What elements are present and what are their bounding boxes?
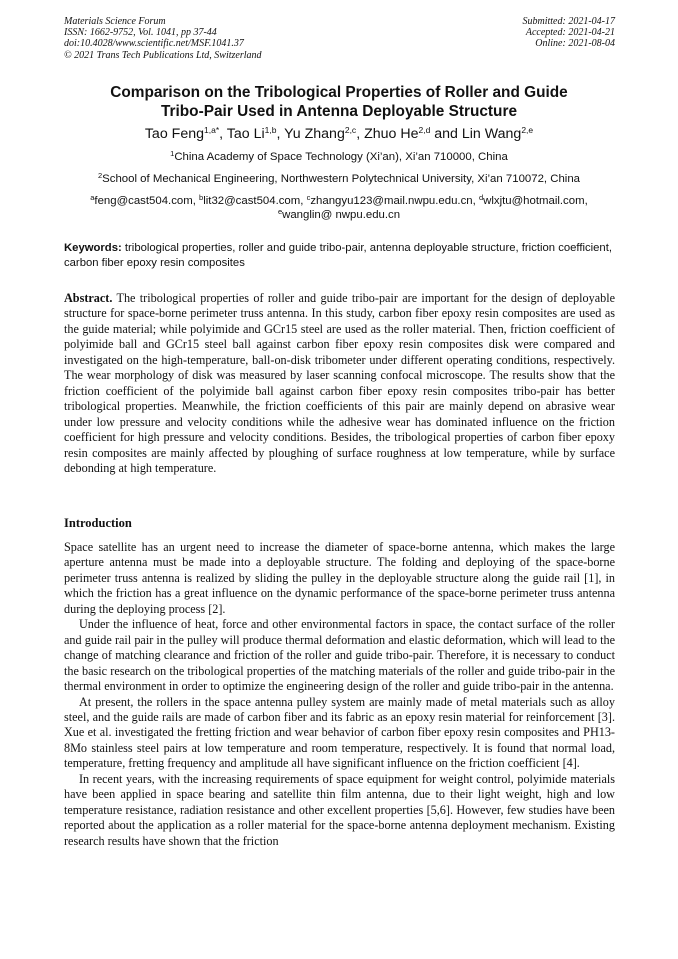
email-address: wlxjtu@hotmail.com, [483,195,588,207]
paragraph: Under the influence of heat, force and other environmental factors in space, the contact surface of the roller and guide rail pair in the pulley will produce thermal deformation and elastic deformation, which will lead to the change of matching clearance and friction of the roller and guide tribo-pair. Therefore, it is necessary to conduct the basic research on the tribological properties of the matching materials of the roller and guide tribo-pair in the thermal environment in order to optimize the engineering design of the roller and guide tribo-pair in the antenna. [64,617,615,694]
author-name: Lin Wang [461,126,522,142]
title-line-1: Comparison on the Tribological Properties of Roller and Guide [110,84,568,101]
submitted-date: Submitted: 2021-04-17 [522,16,615,27]
email-address: feng@cast504.com, [94,195,200,207]
author-name: Zhuo He [364,126,419,142]
email-mark: d [478,193,484,202]
journal-doi: doi:10.4028/www.scientific.net/MSF.1041.37 [64,38,244,50]
keywords-section [64,241,616,271]
affiliation-text: School of Mechanical Engineering, Northwestern Polytechnical University, Xi’an 710072, China [102,173,580,185]
affiliation-text: China Academy of Space Technology (Xi’an), Xi’an 710000, China [174,151,508,163]
author-separator: , [356,126,365,142]
email-mark: b [199,193,204,202]
abstract-section [64,291,615,476]
journal-copyright: © 2021 Trans Tech Publications Ltd, Switzerland [64,49,262,61]
paragraph: At present, the rollers in the space antenna pulley system are mainly made of metal materials such as alloy steel, and the guide rails are made of carbon fiber and its fabric as an epoxy resin material for reinforcement [3]. Xue et al. investigated the fretting friction and wear behavior of carbon fiber epoxy resin composites and PH13-8Mo stainless steel pairs at low temperature and room temperature, respectively. It is found that normal load, temperature, fretting frequency and amplitude all have significant influence on the friction coefficient [4]. [64,694,615,771]
author-affil-mark: 1,b [264,125,277,135]
author-list [40,125,638,143]
author-name: Tao Li [226,126,265,142]
affiliation-1 [40,150,638,164]
affiliation-2 [40,172,638,186]
author-affil-mark: 2,d [418,125,431,135]
author-separator: , [219,126,227,142]
journal-name: Materials Science Forum [64,16,166,27]
introduction-body [64,540,615,849]
author-affil-mark: 2,c [344,125,357,135]
journal-info [64,16,262,61]
author-emails [40,194,638,222]
keywords-label: Keywords: [64,242,122,254]
author-separator: and [430,126,462,142]
online-date: Online: 2021-08-04 [535,38,615,50]
affiliation-mark: 2 [98,171,103,180]
accepted-date: Accepted: 2021-04-21 [525,27,615,39]
abstract-label: Abstract. [64,291,113,305]
author-name: Tao Feng [144,126,204,142]
journal-issn: ISSN: 1662-9752, Vol. 1041, pp 37-44 [64,27,217,39]
paragraph: Space satellite has an urgent need to increase the diameter of space-borne antenna, which makes the large aperture antenna must be made into a deployable structure. The folding and deploying of the space-borne perimeter truss antenna is realized by sliding the pulley in the deployable structure along the guide rail [1], in which the friction has a great influence on the dynamic performance of the space-borne perimeter truss antenna during the deploying process [2]. [64,540,615,616]
email-line-1 [40,194,638,208]
author-separator: , [276,126,285,142]
email-mark: a [90,193,95,202]
title-line-2: Tribo-Pair Used in Antenna Deployable Structure [160,103,518,120]
keywords-text: tribological properties, roller and guide tribo-pair, antenna deployable structure, friction coefficient, carbon fiber epoxy resin composites [64,242,612,269]
email-mark: c [306,193,311,202]
author-affil-mark: 1,a* [204,125,220,135]
author-name: Yu Zhang [284,126,345,142]
email-address: zhangyu123@mail.nwpu.edu.cn, [310,195,479,207]
email-mark: e [277,207,283,216]
email-address: wanglin@ nwpu.edu.cn [282,209,401,221]
email-address: lit32@cast504.com, [203,195,307,207]
email-line-2 [40,208,638,222]
paragraph: In recent years, with the increasing requirements of space equipment for weight control, polyimide materials have been applied in space bearing and satellite thin film antenna, due to their light weight, high and low temperature resistance, radiation resistance and other excellent properties [5,6]. However, few studies have been reported about the application as a roller material for the space-borne antenna deployment mechanism. Existing research results have shown that the friction [64,771,615,848]
section-heading-introduction: Introduction [64,516,132,530]
affiliation-mark: 1 [170,149,175,158]
author-affil-mark: 2,e [521,125,534,135]
abstract-text: The tribological properties of roller and guide tribo-pair are important for the design of deployable structure for space-borne perimeter truss antenna. In this study, carbon fiber epoxy resin composites are used as the guide material; while polyimide and GCr15 steel are used as the roller material. Then, friction coefficient of polyimide ball and GCr15 steel ball against carbon fiber epoxy resin composites disk were compared and investigated on the high-temperature, ball-on-disk tribometer under different operating conditions, respectively. The wear morphology of disk was measured by laser scanning confocal microscope. The results show that the friction coefficient of the polyimide ball against carbon fiber epoxy resin composites tribo-pair has better tribological properties. Meanwhile, the friction coefficients of this pair are mainly depend on abrasive wear under low pressure and velocity conditions while the adhesive wear has dominated influence on the friction coefficient for high pressure and velocity conditions. Besides, the tribological properties of carbon fiber epoxy resin composites are mainly affected by ploughing of surface roughness at low temperature, while by surface debonding at high temperature. [64,291,615,475]
paper-title [40,83,638,121]
submission-dates [523,16,616,50]
